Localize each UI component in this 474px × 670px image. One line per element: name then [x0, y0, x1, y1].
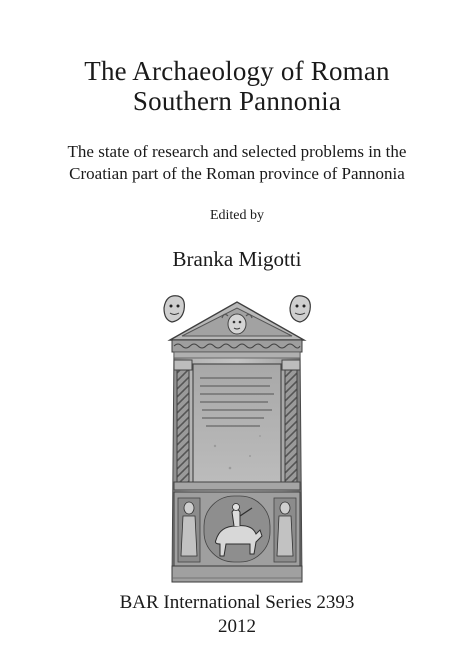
edited-by-label: Edited by — [209, 208, 265, 223]
book-subtitle-line-1: The state of research and selected problems in the — [67, 142, 407, 161]
book-title-line-2: Southern Pannonia — [132, 86, 342, 116]
book-title — [0, 56, 474, 116]
editor-name: Branka Migotti — [172, 247, 302, 271]
series-label: BAR International Series 2393 — [119, 592, 355, 613]
publication-year: 2012 — [218, 616, 256, 637]
tombstone-image — [160, 286, 314, 586]
book-subtitle — [0, 141, 474, 185]
book-title-line-1: The Archaeology of Roman — [84, 56, 390, 86]
book-subtitle-line-2: Croatian part of the Roman province of Pannonia — [69, 164, 405, 183]
